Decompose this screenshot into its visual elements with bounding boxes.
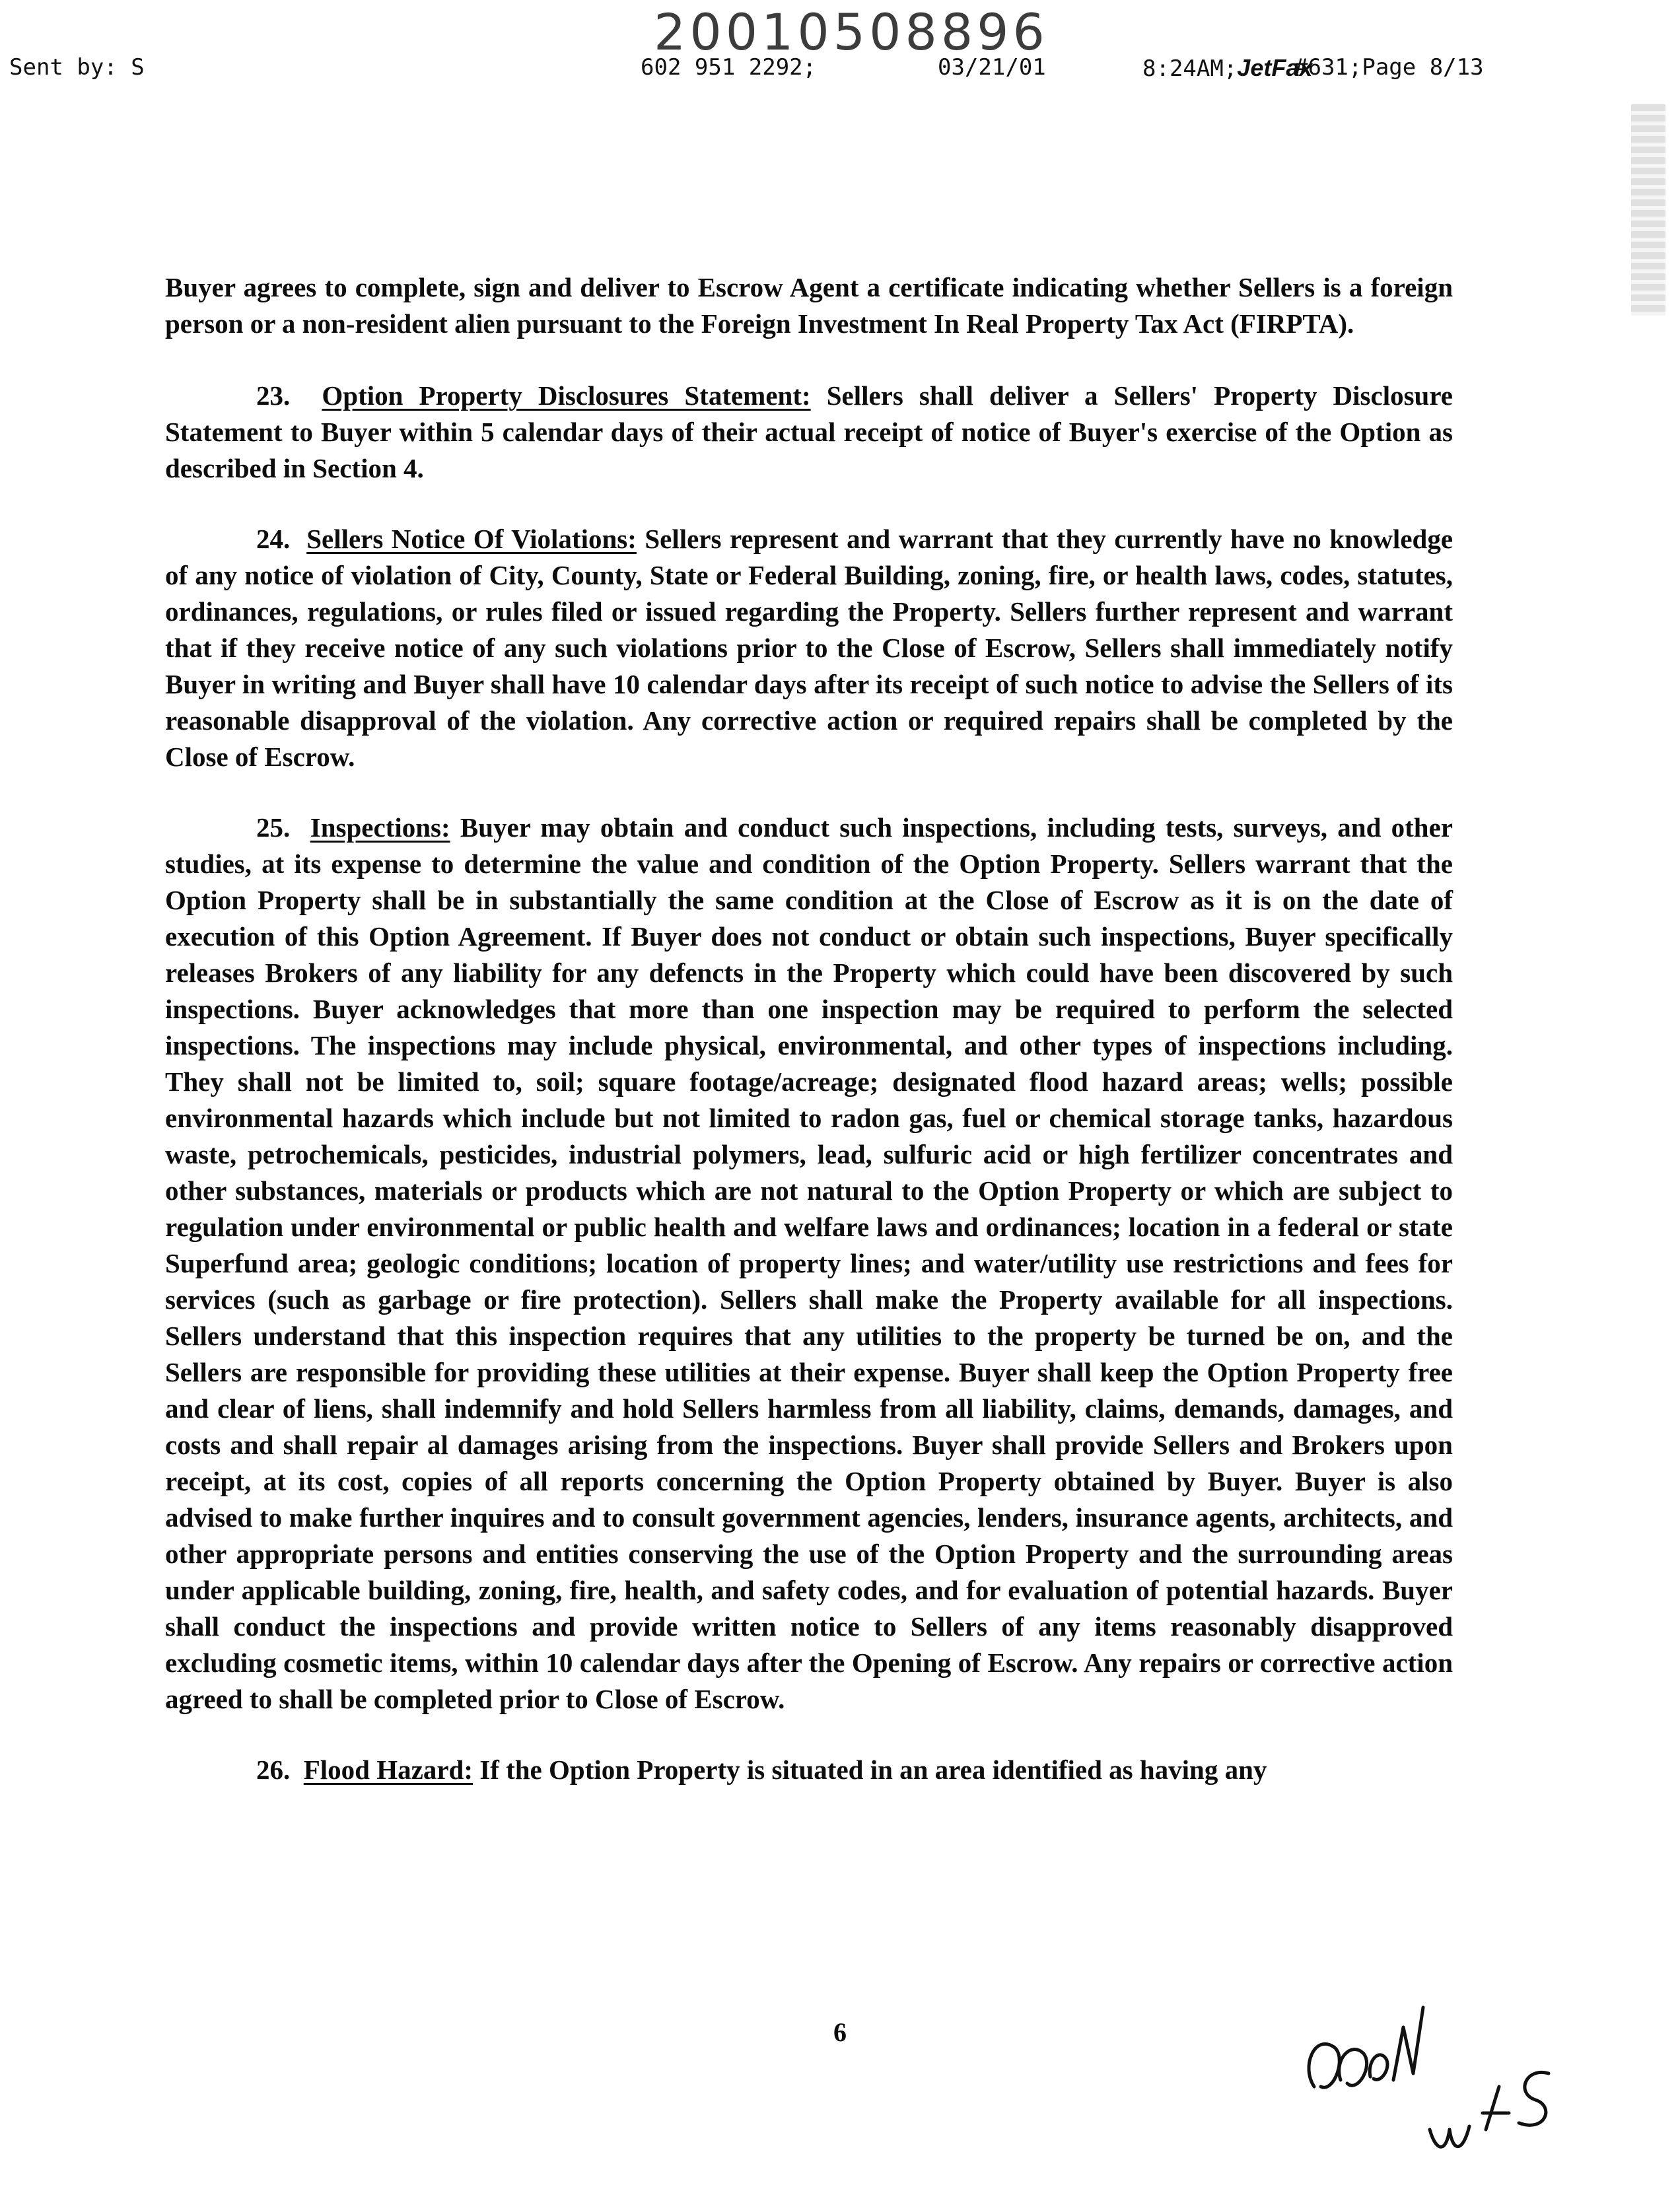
initials-stroke-3	[1370, 2055, 1387, 2080]
handwritten-initials	[1288, 1988, 1565, 2186]
paragraph-23	[165, 378, 1453, 487]
paragraph-25-number: 25.	[256, 812, 291, 843]
fax-time-value: 8:24AM;	[1142, 55, 1238, 82]
initials-stroke-2	[1339, 2050, 1367, 2086]
paragraph-22-tail: Buyer agrees to complete, sign and deliver to Escrow Agent a certificate indicating whether Sellers is a foreign person or a non-resident alien pursuant to the Foreign Investment In Real Property Tax Act (FIRPTA).	[165, 272, 1453, 339]
paragraph-26	[165, 1752, 1453, 1788]
initials-stroke-7	[1519, 2072, 1549, 2125]
initials-stroke-5	[1430, 2126, 1469, 2147]
fax-sent-by: Sent by: S	[9, 54, 145, 81]
initials-stroke-6	[1483, 2087, 1509, 2130]
initials-stroke-1	[1309, 2044, 1339, 2087]
document-number: 20010508896	[654, 3, 1049, 61]
paragraph-24	[165, 521, 1453, 775]
initials-stroke-4	[1393, 2007, 1423, 2080]
fax-header	[0, 54, 1680, 94]
side-stamp-mark	[1631, 104, 1665, 316]
paragraph-24-heading: Sellers Notice Of Violations:	[306, 524, 637, 554]
paragraph-26-heading: Flood Hazard:	[303, 1754, 473, 1785]
paragraph-24-text: Sellers represent and warrant that they currently have no knowledge of any notice of violation of City, County, State or Federal Building, zoning, fire, or health laws, codes, statutes, ordinances, regulations, or rules filed or issued regarding the Property. Sellers further represent and warrant that if they receive notice of any such violations prior to the Close of Escrow, Sellers shall immediately notify Buyer in writing and Buyer shall have 10 calendar days after its receipt of such notice to advise the Sellers of its reasonable disapproval of the violation. Any corrective action or required repairs shall be completed by the Close of Escrow.	[165, 524, 1453, 772]
page-number: 6	[833, 2017, 847, 2047]
fax-phone: 602 951 2292;	[641, 54, 817, 81]
paragraph-26-text: If the Option Property is situated in an area identified as having any	[472, 1754, 1267, 1785]
paragraph-25	[165, 810, 1453, 1718]
fax-date: 03/21/01	[938, 54, 1046, 81]
paragraph-24-number: 24.	[256, 524, 291, 554]
paragraph-25-text: Buyer may obtain and conduct such inspections, including tests, surveys, and other studies, at its expense to determine the value and condition of the Option Property. Sellers warrant that the Option Property shall be in substantially the same condition at the Close of Escrow as it is on the date of execution of this Option Agreement. If Buyer does not conduct or obtain such inspections, Buyer specifically releases Brokers of any liability for any defencts in the Property which could have been discovered by such inspections. Buyer acknowledges that more than one inspection may be required to perform the selected inspections. The inspections may include physical, environmental, and other types of inspections including. They shall not be limited to, soil; square footage/acreage; designated flood hazard areas; wells; possible environmental hazards which include but not limited to radon gas, fuel or chemical storage tanks, hazardous waste, petrochemicals, pesticides, industrial polymers, lead, sulfuric acid or high fertilizer concentrates and other substances, materials or products which are not natural to the Option Property or which are subject to regulation under environmental or public health and welfare laws and ordinances; location in a federal or state Superfund area; geologic conditions; location of property lines; and water/utility use restrictions and fees for services (such as garbage or fire protection). Sellers shall make the Property available for all inspections. Sellers understand that this inspection requires that any utilities to the property be turned be on, and the Sellers are responsible for providing these utilities at their expense. Buyer shall keep the Option Property free and clear of liens, shall indemnify and hold Sellers harmless from all liability, claims, demands, damages, and costs and shall repair al damages arising from the inspections. Buyer shall provide Sellers and Brokers upon receipt, at its cost, copies of all reports concerning the Option Property obtained by Buyer. Buyer is also advised to make further inquires and to consult government agencies, lenders, insurance agents, architects, and other appropriate persons and entities conserving the use of the Option Property and the surrounding areas under applicable building, zoning, fire, health, and safety codes, and for evaluation of potential hazards. Buyer shall conduct the inspections and provide written notice to Sellers of any items reasonably disapproved excluding cosmetic items, within 10 calendar days after the Opening of Escrow. Any repairs or corrective action agreed to shall be completed prior to Close of Escrow.	[165, 812, 1453, 1714]
paragraph-25-heading: Inspections:	[310, 812, 450, 843]
paragraph-23-heading: Option Property Disclosures Statement:	[322, 380, 811, 411]
document-body	[165, 269, 1453, 1822]
paragraph-23-number: 23.	[256, 380, 291, 411]
fax-time	[1142, 54, 1312, 82]
paragraph-26-number: 26.	[256, 1754, 291, 1785]
jetfax-label: JetFax	[1237, 54, 1313, 81]
fax-page-info: #631;Page 8/13	[1294, 54, 1484, 81]
paragraph-23-text: Sellers shall deliver a Sellers' Property Disclosure Statement to Buyer within 5 calendar days of their actual receipt of notice of Buyer's exercise of the Option as described in Section 4.	[165, 380, 1453, 483]
